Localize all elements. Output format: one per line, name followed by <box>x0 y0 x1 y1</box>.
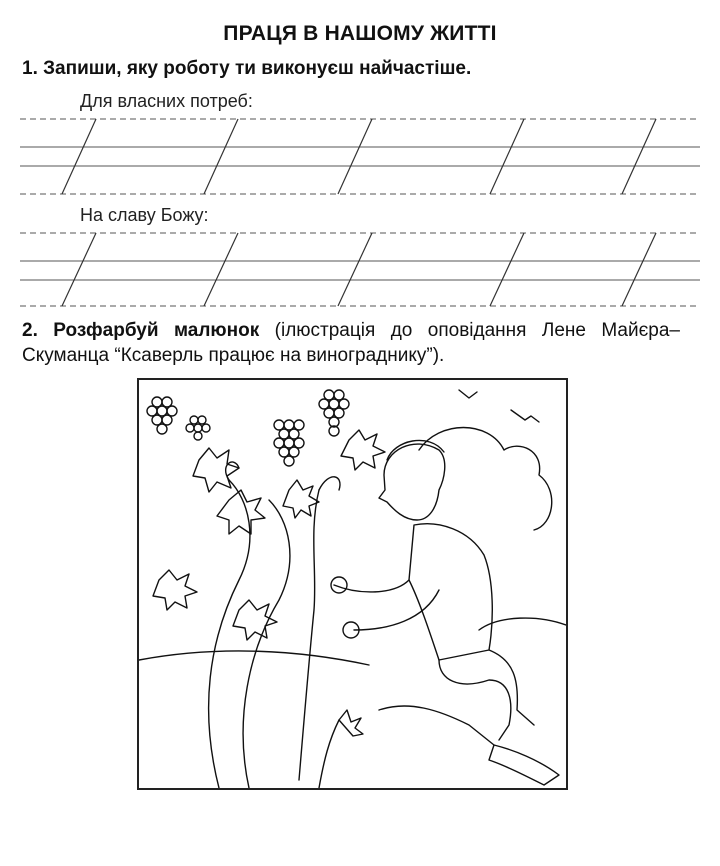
vine-leaf <box>153 570 197 610</box>
plant-stem <box>319 720 339 788</box>
boy-hair <box>387 440 444 460</box>
boy-knee-leg <box>379 706 494 745</box>
vineyard-boy-drawing <box>139 380 566 788</box>
task-2-heading: 2. Розфарбуй малюнок <box>22 320 260 341</box>
vine-leaf <box>283 480 319 518</box>
task-1-heading: 1. Запиши, яку роботу ти виконуєш найчастіше. <box>22 58 472 79</box>
grape-cluster-left <box>147 397 177 434</box>
vine-leaf <box>193 448 239 492</box>
vine-tendril <box>319 477 340 490</box>
prompt-own-needs: Для власних потреб: <box>80 91 253 111</box>
bird-small <box>459 390 477 398</box>
page-title: ПРАЦЯ В НАШОМУ ЖИТТІ <box>223 22 497 45</box>
vine-leaf <box>339 710 363 736</box>
grape-cluster-mid <box>274 420 304 466</box>
boy-leg <box>439 660 511 740</box>
handwriting-lines[interactable] <box>0 0 720 320</box>
task-2-description: (ілюстрація до оповідання Лене Майєра–Скуманца “Ксаверль працює на винограднику”). <box>22 320 680 366</box>
vine-leaf <box>341 430 385 470</box>
grape-cluster-small <box>186 416 210 440</box>
bird-large <box>511 410 539 422</box>
boy-shoe <box>489 745 559 785</box>
task-2-text <box>22 318 680 368</box>
vine-trunk <box>299 490 319 780</box>
cloud-outline <box>419 428 552 531</box>
prompt-glory-of-god: На славу Божу: <box>80 205 209 225</box>
vine-tendril <box>226 462 239 480</box>
boy-shirt <box>409 524 492 660</box>
grape-cluster-right <box>319 390 349 436</box>
vine-leaf <box>233 600 277 640</box>
coloring-illustration[interactable] <box>137 378 568 790</box>
boy-leg <box>489 650 534 725</box>
